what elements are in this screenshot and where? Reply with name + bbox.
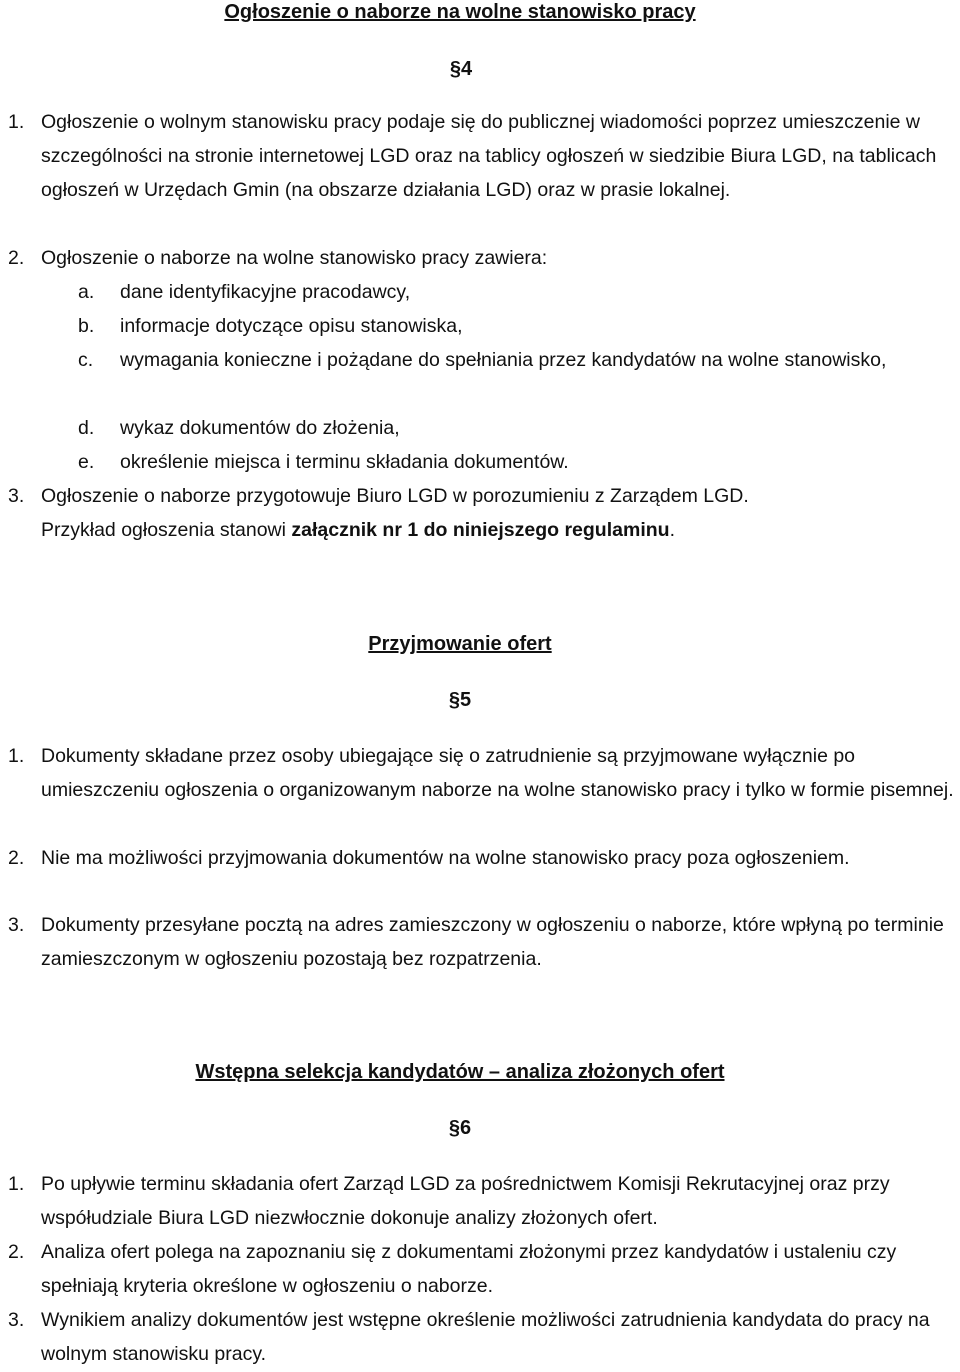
paragraph-number-4: §4 bbox=[449, 58, 473, 80]
item-number: 3. bbox=[8, 914, 25, 936]
item-text: Ogłoszenie o naborze przygotowuje Biuro LGD w porozumieniu z Zarządem LGD. bbox=[41, 485, 749, 507]
item-number: 2. bbox=[8, 247, 25, 269]
item-number: 1. bbox=[8, 1173, 25, 1195]
item-number: 2. bbox=[8, 847, 25, 869]
sub-item-text: wymagania konieczne i pożądane do spełniania przez kandydatów na wolne stanowisko, bbox=[120, 349, 887, 371]
item-number: 2. bbox=[8, 1241, 25, 1263]
item-text: Dokumenty przesyłane pocztą na adres zamieszczony w ogłoszeniu o naborze, które wpłyną po terminie zamieszczonym w ogłoszeniu pozostają bez rozpatrzenia. bbox=[41, 914, 944, 970]
item-text: Dokumenty składane przez osoby ubiegające się o zatrudnienie są przyjmowane wyłącznie po umieszczeniu ogłoszenia o organizowanym naborze na wolne stanowisko pracy i tylko w formie pisemnej. bbox=[41, 745, 954, 801]
item-text: Ogłoszenie o wolnym stanowisku pracy podaje się do publicznej wiadomości poprzez umieszczenie w szczególności na stronie internetowej LGD oraz na tablicy ogłoszeń w siedzibie Biura LGD, na tablicach ogłoszeń w Urzędach Gmin (na obszarze działania LGD) oraz w prasie lokalnej. bbox=[41, 111, 937, 201]
sub-item-letter: b. bbox=[78, 315, 95, 337]
item-text: Ogłoszenie o naborze na wolne stanowisko pracy zawiera: bbox=[41, 247, 548, 269]
paragraph-number-5: §5 bbox=[448, 689, 472, 711]
sub-item-text: wykaz dokumentów do złożenia, bbox=[120, 417, 400, 439]
sub-item-text: informacje dotyczące opisu stanowiska, bbox=[120, 315, 463, 337]
example-note bbox=[41, 514, 959, 548]
sub-item-letter: a. bbox=[78, 281, 95, 303]
sub-item-text: określenie miejsca i terminu składania dokumentów. bbox=[120, 451, 569, 473]
item-text: Wynikiem analizy dokumentów jest wstępne określenie możliwości zatrudnienia kandydata do pracy na wolnym stanowisku pracy. bbox=[41, 1309, 930, 1365]
sub-item-text: dane identyfikacyjne pracodawcy, bbox=[120, 281, 411, 303]
item-number: 3. bbox=[8, 1309, 25, 1331]
example-attachment-reference: załącznik nr 1 do niniejszego regulaminu bbox=[291, 519, 670, 541]
item-number: 3. bbox=[8, 485, 25, 507]
sub-item-letter: c. bbox=[78, 349, 94, 371]
example-prefix: Przykład ogłoszenia stanowi bbox=[41, 519, 292, 541]
item-text: Po upływie terminu składania ofert Zarząd LGD za pośrednictwem Komisji Rekrutacyjnej oraz przy współudziale Biura LGD niezwłocznie dokonuje analizy złożonych ofert. bbox=[41, 1173, 890, 1229]
section-heading-preselection: Wstępna selekcja kandydatów – analiza złożonych ofert bbox=[195, 1061, 725, 1083]
section-heading-announcement: Ogłoszenie o naborze na wolne stanowisko pracy bbox=[224, 1, 696, 23]
item-text: Analiza ofert polega na zapoznaniu się z dokumentami złożonymi przez kandydatów i ustaleniu czy spełniają kryteria określone w ogłoszeniu o naborze. bbox=[41, 1241, 897, 1297]
item-text: Nie ma możliwości przyjmowania dokumentów na wolne stanowisko pracy poza ogłoszeniem. bbox=[41, 847, 850, 869]
sub-item-letter: d. bbox=[78, 417, 95, 439]
item-number: 1. bbox=[8, 111, 25, 133]
paragraph-number-6: §6 bbox=[448, 1117, 472, 1139]
item-number: 1. bbox=[8, 745, 25, 767]
section-heading-offers: Przyjmowanie ofert bbox=[368, 633, 552, 655]
example-suffix: . bbox=[669, 519, 675, 541]
sub-item-letter: e. bbox=[78, 451, 95, 473]
